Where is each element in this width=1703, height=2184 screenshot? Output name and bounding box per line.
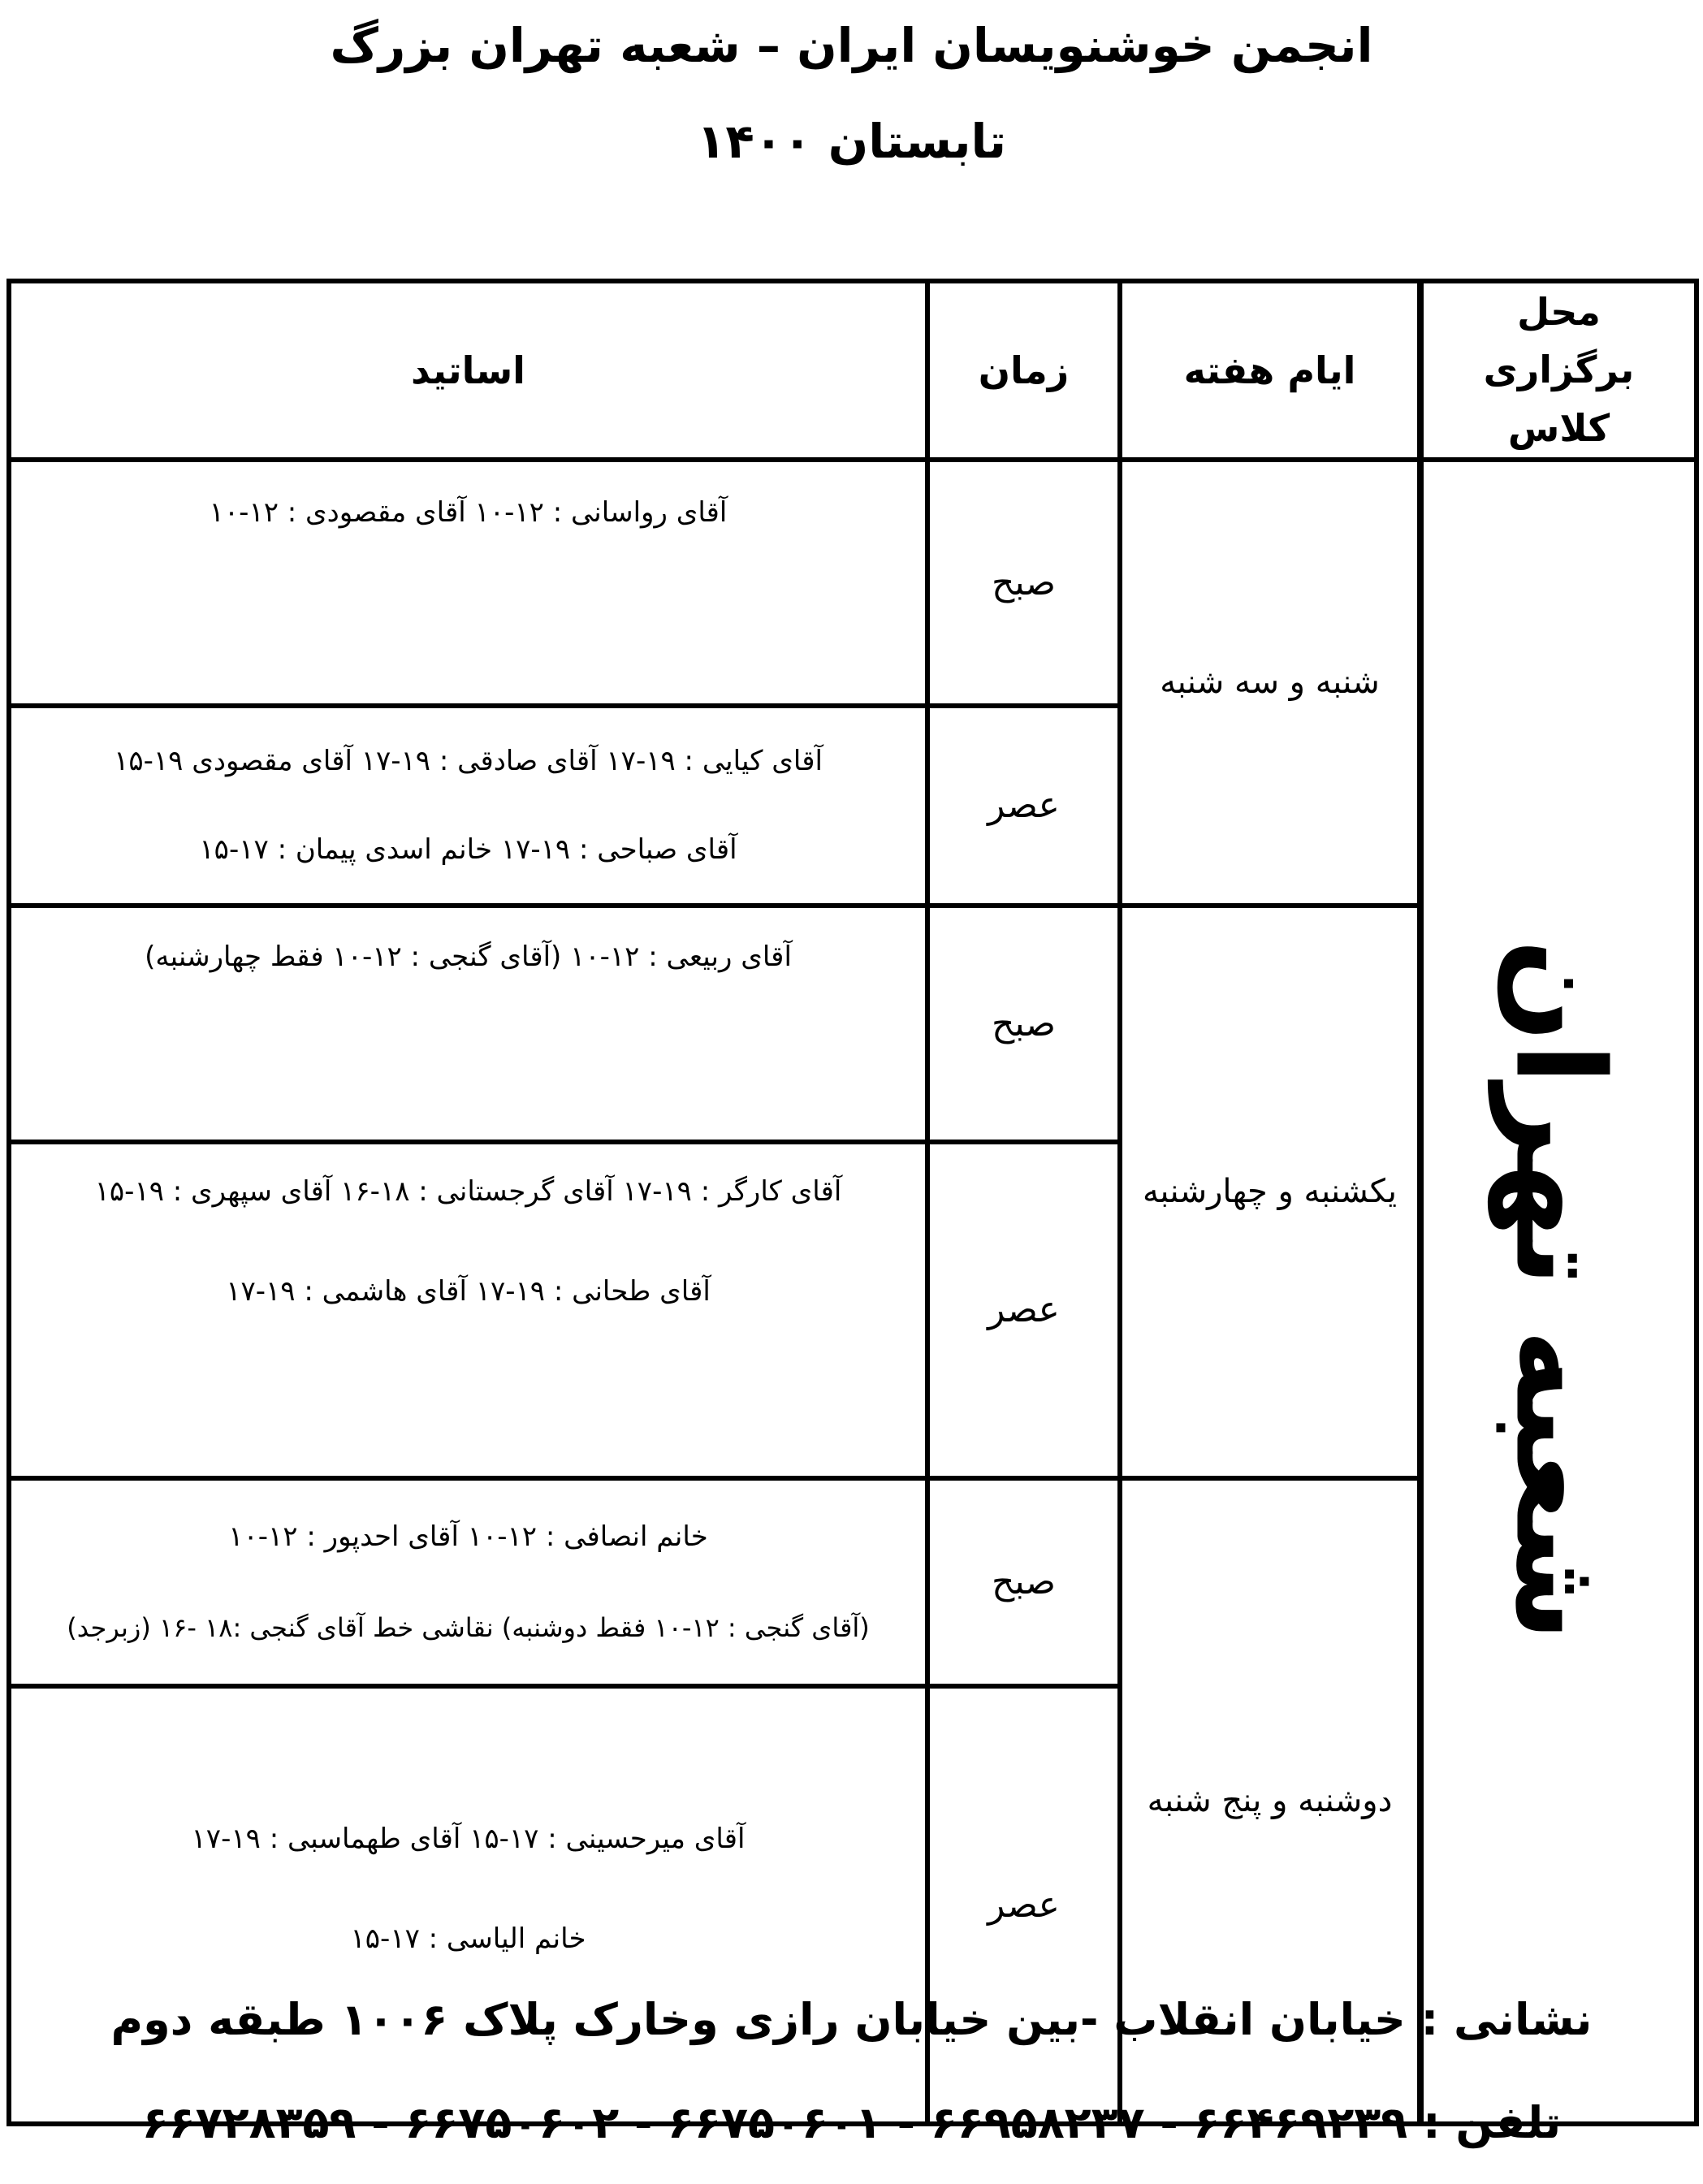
teachers-cell [9, 460, 927, 706]
header-time: زمان [927, 281, 1120, 460]
teacher-line: آقای ربیعی : ۱۲-۱۰ (آقای گنجی : ۱۲-۱۰ فقط چهارشنبه) [145, 940, 792, 973]
teacher-line: آقای کیایی : ۱۹-۱۷ آقای صادقی : ۱۹-۱۷ آقای مقصودی ۱۹-۱۵ [114, 745, 823, 778]
teacher-line: آقای طحانی : ۱۹-۱۷ آقای هاشمی : ۱۹-۱۷ [226, 1274, 711, 1308]
teacher-line: آقای میرحسینی : ۱۷-۱۵ آقای طهماسبی : ۱۹-۱۷ [191, 1822, 746, 1855]
teachers-cell [9, 1478, 927, 1686]
teacher-line: خانم انصافی : ۱۲-۱۰ آقای احدپور : ۱۲-۱۰ [228, 1520, 708, 1554]
page-subtitle: تابستان ۱۴۰۰ [696, 114, 1007, 169]
teacher-line: آقای صباحی : ۱۹-۱۷ خانم اسدی پیمان : ۱۷-۱۵ [199, 833, 737, 866]
time-cell: عصر [927, 706, 1120, 906]
teacher-line: خانم الیاسی : ۱۷-۱۵ [350, 1922, 586, 1955]
time-cell: عصر [927, 1142, 1120, 1478]
time-cell: صبح [927, 460, 1120, 706]
time-cell: صبح [927, 1478, 1120, 1686]
teacher-line: آقای کارگر : ۱۹-۱۷ آقای گرجستانی : ۱۸-۱۶ آقای سپهری : ۱۹-۱۵ [94, 1174, 842, 1208]
place-cell [1420, 460, 1697, 2124]
place-name: شعبه تهران [1488, 939, 1630, 1641]
teacher-line: (آقای گنجی : ۱۲-۱۰ فقط دوشنبه) نقاشی خط آقای گنجی :۱۸ -۱۶ (زبرجد) [67, 1612, 870, 1644]
table-row [9, 460, 1697, 706]
days-cell: شنبه و سه شنبه [1120, 460, 1420, 906]
page-title: انجمن خوشنویسان ایران – شعبه تهران بزرگ [330, 18, 1373, 73]
header-days: ایام هفته [1120, 281, 1420, 460]
days-cell: دوشنبه و پنج شنبه [1120, 1478, 1420, 2124]
teachers-cell [9, 1142, 927, 1478]
header-teachers: اساتید [9, 281, 927, 460]
header-place: محل برگزاری کلاس [1420, 281, 1697, 460]
schedule-table [6, 279, 1699, 2126]
phone-text: تلفن : ۶۶۴۶۹۲۳۹ - ۶۶۹۵۸۲۳۷ - ۶۶۷۵۰۶۰۱ - ۶۶۷۵۰۶۰۲ - ۶۶۷۲۸۳۵۹ [141, 2097, 1562, 2148]
days-cell: یکشنبه و چهارشنبه [1120, 906, 1420, 1478]
teachers-cell [9, 1686, 927, 2124]
time-cell: صبح [927, 906, 1120, 1142]
teachers-cell [9, 906, 927, 1142]
time-cell: عصر [927, 1686, 1120, 2124]
teachers-cell [9, 706, 927, 906]
teacher-line: آقای رواسانی : ۱۲-۱۰ آقای مقصودی : ۱۲-۱۰ [209, 495, 728, 529]
address-text: نشانی : خیابان انقلاب -بین خیابان رازی وخارک پلاک ۱۰۰۶ طبقه دوم [110, 1994, 1593, 2045]
table-header-row [9, 281, 1697, 460]
